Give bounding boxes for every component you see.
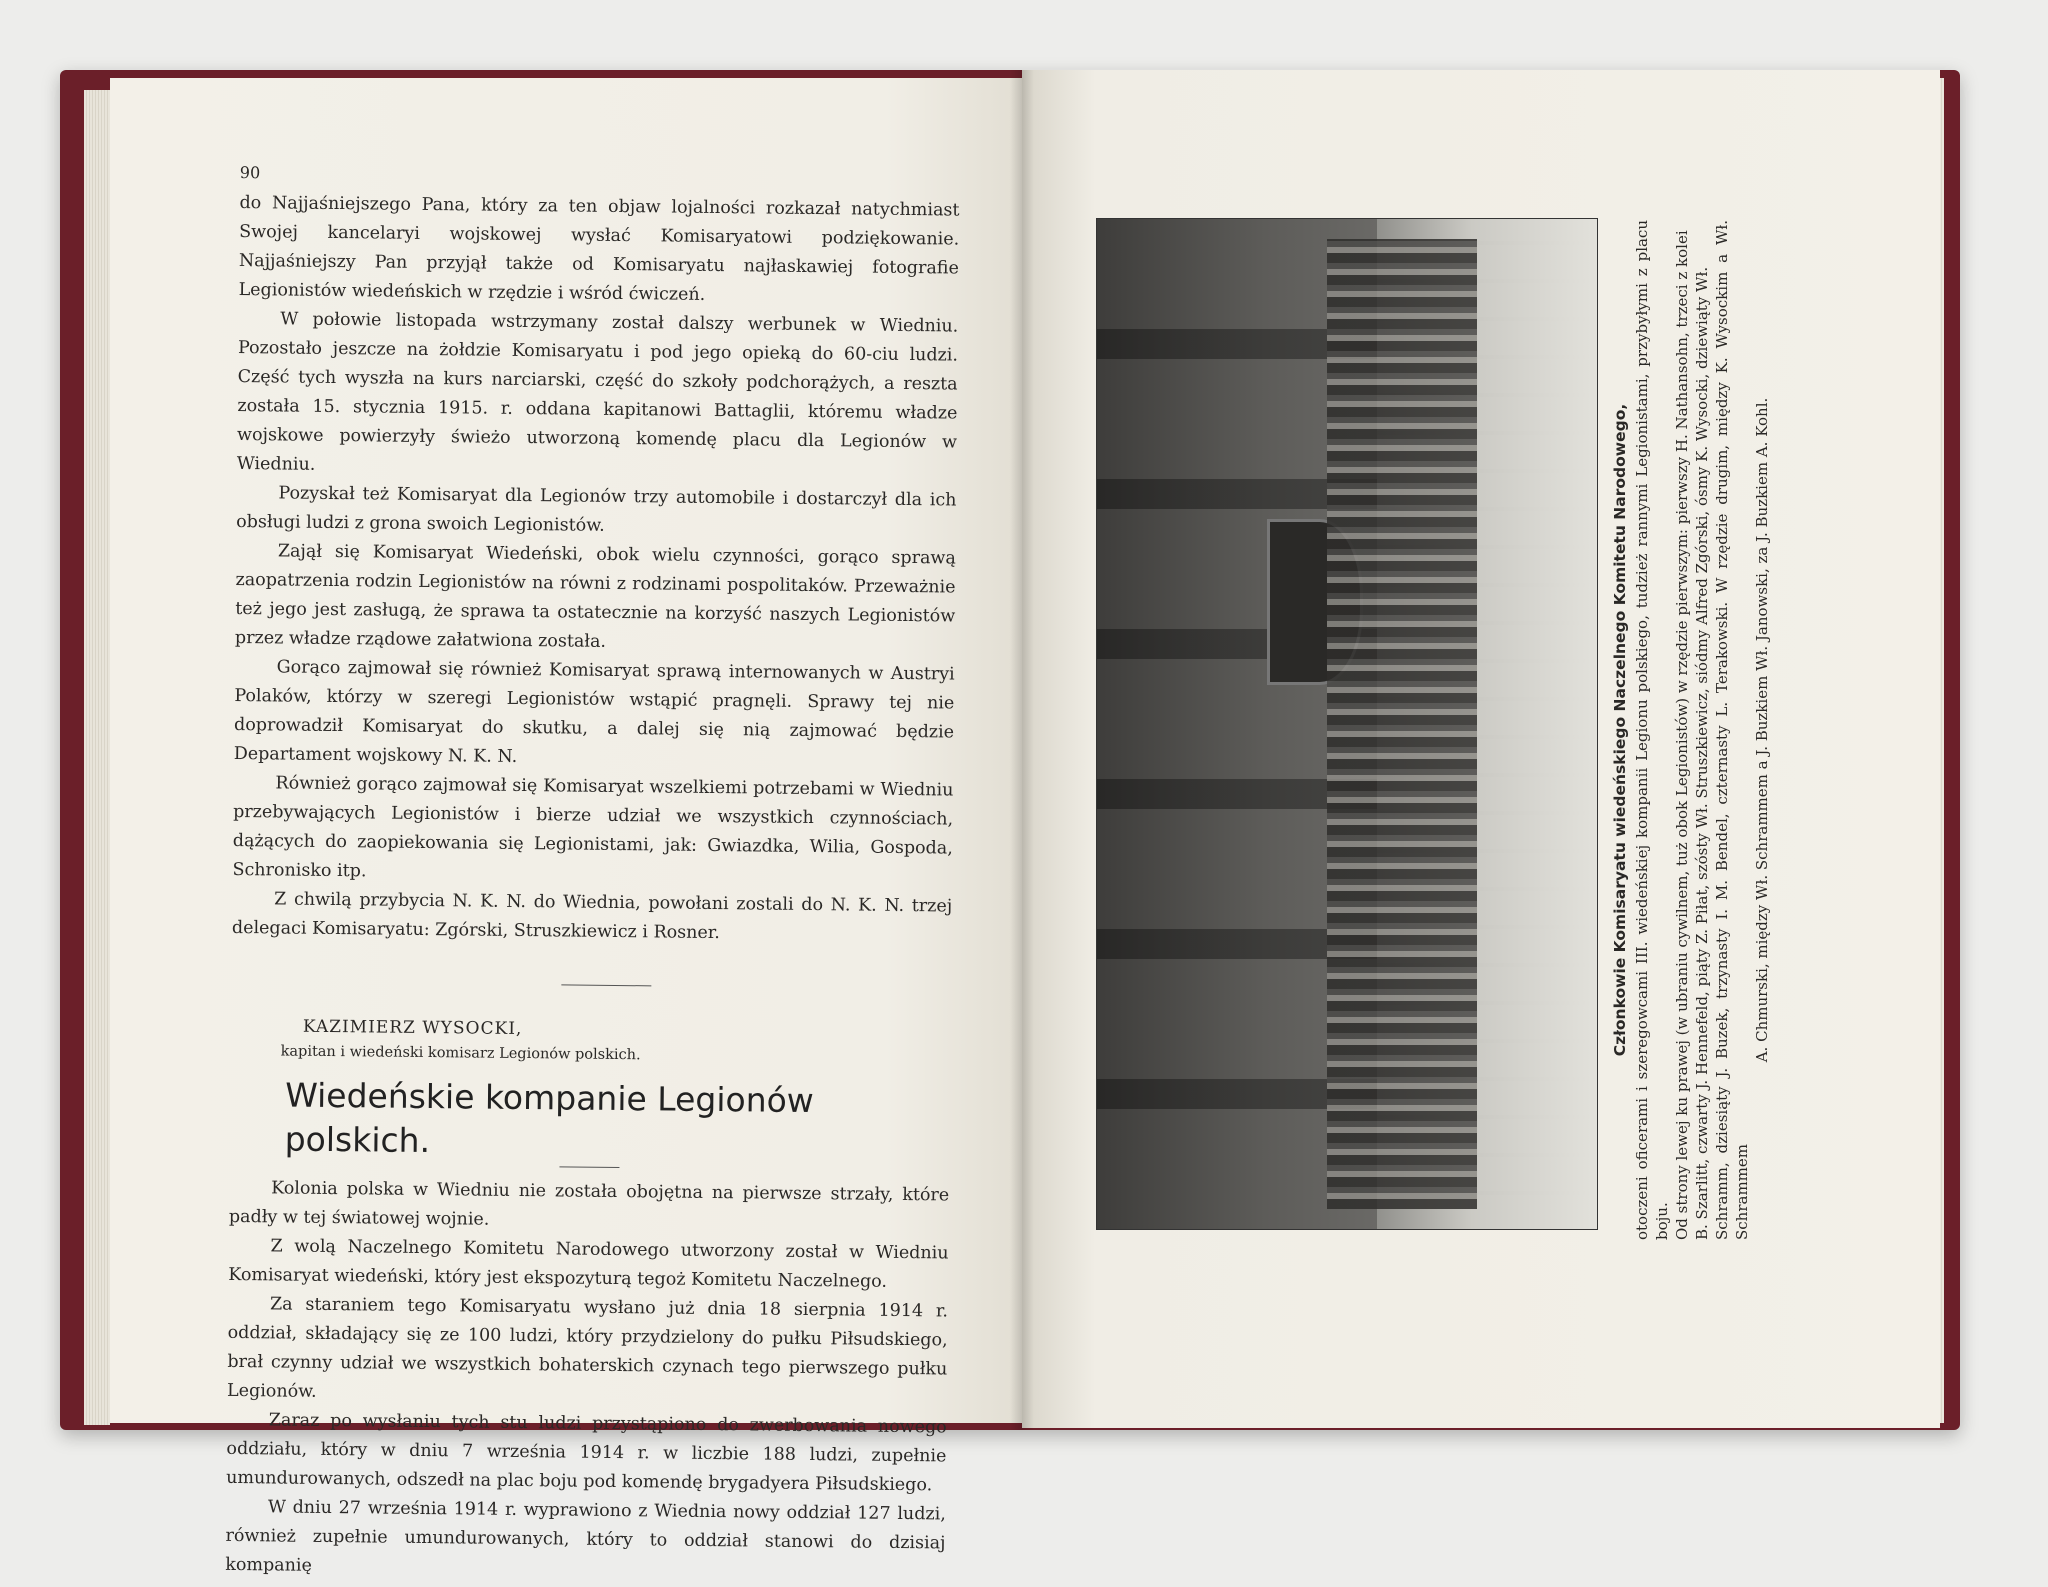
photo-caption-line-4: Schramm, dziesiąty J. Buzek, trzynasty I. M. Bendel, czternasty L. Terakowski. W rzędzie drugim, między K. Wysockim a Wł. Schrammem bbox=[1713, 220, 1751, 1240]
paragraph-2: W połowie listopada wstrzymany został dalszy werbunek w Wiedniu. Pozostało jeszcze na żołdzie Komisaryatu i pod jego opieką do 60-ciu ludzi. Część tych wyszła na kurs narciarski, część do szkoły podchorążych, a reszta została 15. stycznia 1915. r. oddana kapitanowi Battaglii, któremu władze wojskowe powierzyły świeżo utworzoną komendę placu dla Legionów w Wiedniu. bbox=[236, 309, 959, 475]
left-page-text bbox=[225, 158, 960, 1587]
paragraph-1: do Najjaśniejszego Pana, który za ten objaw lojalności rozkazał natychmiast Swojej kancelaryi wojskowej wysłać Komisaryatowi podziękowanie. Najjaśniejszy Pan przyjął także od Komisaryatu najłaskawiej fotografie Legionistów wiedeńskich w rzędzie i wśród ćwiczeń. bbox=[238, 192, 960, 305]
article-title: Wiedeńskie kompanie Legionów polskich. bbox=[284, 1075, 815, 1161]
paragraph-6: Również gorąco zajmował się Komisaryat wszelkiemi potrzebami w Wiedniu przebywających Legionistów i bierze udział we wszystkich czynnościach, dążących do zaopiekowania się Legionistami, jak: Gwiazdka, Wilia, Gospoda, Schronisko itp. bbox=[232, 773, 954, 882]
photo-caption-line-3: B. Szarlitt, czwarty J. Hennefeld, piąty Z. Piłat, szósty Wł. Struszkiewicz, siódmy Alfred Zgórski, ósmy K. Wysocki, dziewiąty Wł. bbox=[1693, 266, 1711, 1240]
photo-caption-line-5: A. Chmurski, między Wł. Schrammem a J. Buzkiem Wł. Janowski, za J. Buzkiem A. Kohl. bbox=[1753, 397, 1771, 1063]
left-page bbox=[110, 78, 1022, 1576]
paragraph-3: Pozyskał też Komisaryat dla Legionów trzy automobile i dostarczył dla ich obsługi ludzi z grona swoich Legionistów. bbox=[236, 483, 957, 536]
article-paragraph-2: Z wolą Naczelnego Komitetu Narodowego utworzony został w Wiedniu Komisaryat wiedeński, który jest ekspozyturą tegoż Komitetu Naczelnego. bbox=[228, 1236, 949, 1292]
article-paragraph-5: W dniu 27 września 1914 r. wyprawiono z Wiednia nowy oddział 127 ludzi, również zupełnie umundurowanych, który to oddział stanowi do dzisiaj kompanię bbox=[225, 1497, 946, 1576]
article-author-role: kapitan i wiedeński komisarz Legionów polskich. bbox=[280, 1043, 641, 1064]
paragraph-4: Zajął się Komisaryat Wiedeński, obok wielu czynności, gorąco sprawą zaopatrzenia rodzin Legionistów na równi z rodzinami pospolitaków. Przeważnie też jego jest zasługą, że sprawa ta ostatecznie na korzyść naszych Legionistów przez władze rządowe załatwiona została. bbox=[234, 541, 956, 652]
section-divider bbox=[561, 984, 651, 986]
article-paragraph-4: Zaraz po wysłaniu tych stu ludzi przystąpiono do zwerbowania nowego oddziału, który w dniu 7 września 1914 r. w liczbie 188 ludzi, zupełnie umundurowanych, odszedł na plac boju pod komendę brygadyera Piłsudskiego. bbox=[226, 1410, 947, 1496]
left-page-edges bbox=[84, 90, 110, 1425]
photo-caption-line-2: Od strony lewej ku prawej (w ubraniu cywilnem, tuż obok Legionistów) w rzędzie pierwszym: pierwszy H. Nathansohn, trzeci z kolei bbox=[1673, 230, 1691, 1240]
paragraph-5: Gorąco zajmował się również Komisaryat sprawą internowanych w Austryi Polaków, którzy w szeregi Legionistów wstąpić pragnęli. Sprawy tej nie doprowadził Komisaryat do skutku, a dalej się nią zajmować będzie Departament wojskowy N. K. N. bbox=[233, 657, 955, 767]
page-number: 90 bbox=[239, 162, 261, 183]
photo-caption-title: Członkowie Komisaryatu wiedeńskiego Naczelnego Komitetu Narodowego, bbox=[1611, 403, 1629, 1057]
book-gutter-shadow bbox=[1010, 70, 1034, 1430]
photo-caption bbox=[1610, 220, 1820, 1240]
paragraph-7: Z chwilą przybycia N. K. N. do Wiednia, powołani zostali do N. K. N. trzej delegaci Komisaryatu: Zgórski, Struszkiewicz i Rosner. bbox=[231, 889, 953, 944]
article-paragraph-3: Za staraniem tego Komisaryatu wysłano już dnia 18 sierpnia 1914 r. oddział, składający się ze 100 ludzi, który przydzielony do pułku Piłsudskiego, brał czynny udział we wszystkich bohaterskich czynach tego pierwszego pułku Legionów. bbox=[226, 1294, 949, 1402]
photo-group-of-soldiers bbox=[1327, 239, 1477, 1209]
article-author: KAZIMIERZ WYSOCKI, bbox=[302, 1016, 523, 1040]
photo-caption-line-1: otoczeni oficerami i szeregowcami III. wiedeńskiej kompanii Legionu polskiego, tudzież rannymi Legionistami, przybyłymi z placu boju. bbox=[1633, 220, 1671, 1240]
group-photograph bbox=[1096, 218, 1598, 1230]
title-divider bbox=[559, 1166, 619, 1168]
article-paragraph-1: Kolonia polska w Wiedniu nie została obojętna na pierwsze strzały, które padły w tej światowej wojnie. bbox=[228, 1178, 950, 1230]
